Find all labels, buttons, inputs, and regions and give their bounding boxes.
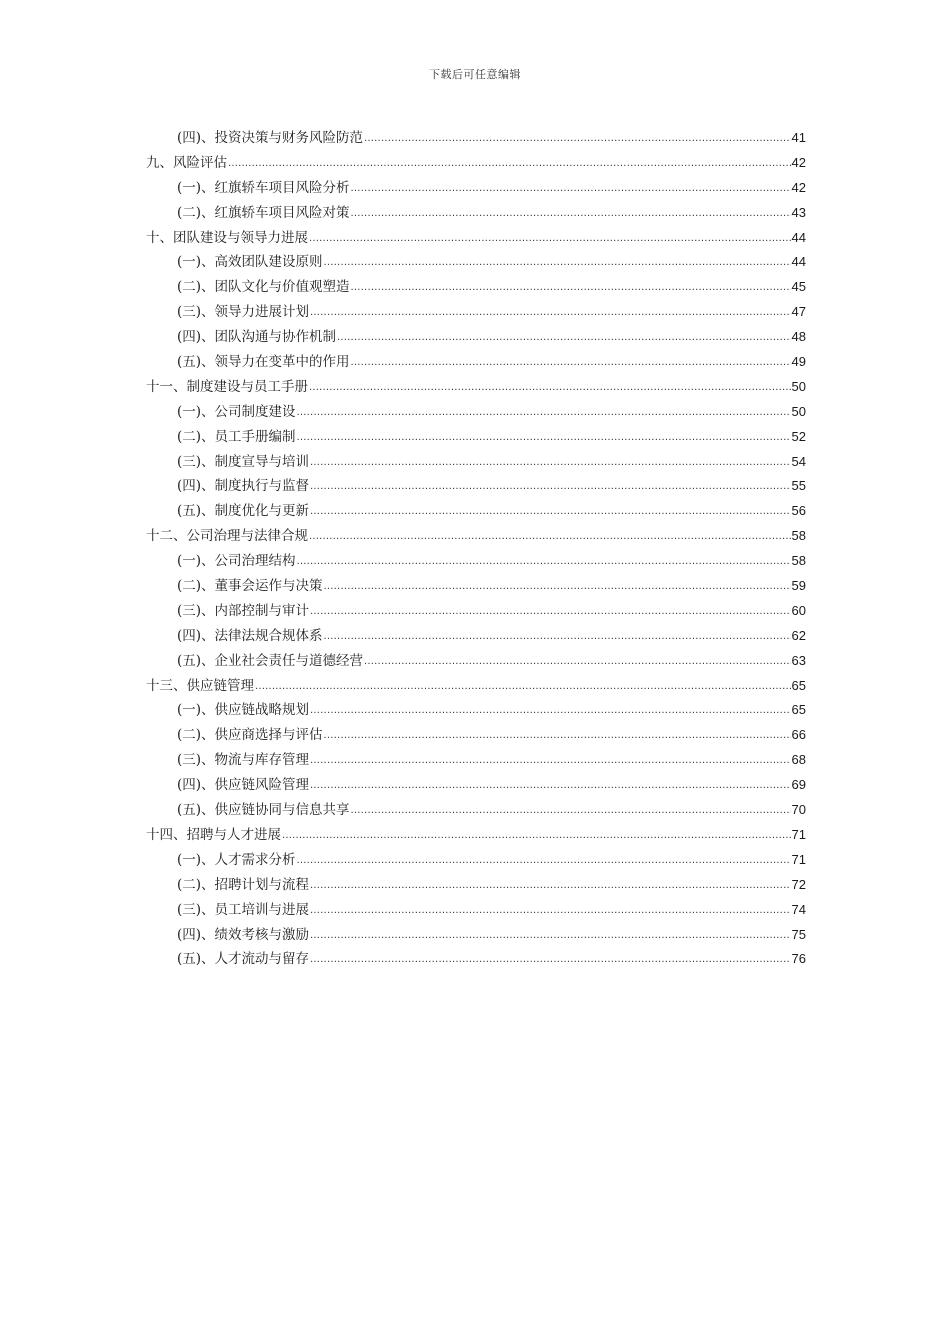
toc-dot-leader <box>351 178 791 192</box>
toc-entry-title: (五)、领导力在变革中的作用 <box>177 354 350 371</box>
toc-section-entry[interactable] <box>146 947 806 972</box>
toc-page-number: 49 <box>791 354 806 370</box>
toc-chapter-entry[interactable] <box>146 524 806 549</box>
toc-page-number: 72 <box>791 876 806 892</box>
toc-page-number: 66 <box>791 727 806 743</box>
toc-section-entry[interactable] <box>146 126 806 151</box>
toc-page-number: 69 <box>791 777 806 793</box>
toc-entry-title: (一)、高效团队建设原则 <box>177 254 323 271</box>
toc-section-entry[interactable] <box>146 300 806 325</box>
toc-page-number: 50 <box>791 378 806 394</box>
toc-page-number: 70 <box>791 802 806 818</box>
toc-entry-title: (三)、员工培训与进展 <box>177 901 310 918</box>
toc-page-number: 50 <box>791 403 806 419</box>
toc-page-number: 54 <box>791 453 806 469</box>
toc-entry-title: (四)、绩效考核与激励 <box>177 926 310 943</box>
toc-page-number: 65 <box>791 677 806 693</box>
toc-page-number: 48 <box>791 329 806 345</box>
toc-section-entry[interactable] <box>146 176 806 201</box>
toc-page-number: 52 <box>791 428 806 444</box>
toc-page-number: 44 <box>791 229 806 245</box>
toc-section-entry[interactable] <box>146 723 806 748</box>
toc-entry-title: (五)、人才流动与留存 <box>177 951 310 968</box>
toc-dot-leader <box>297 427 791 441</box>
toc-section-entry[interactable] <box>146 649 806 674</box>
toc-section-entry[interactable] <box>146 499 806 524</box>
page-header: 下载后可任意编辑 <box>429 68 521 81</box>
toc-page-number: 45 <box>791 279 806 295</box>
toc-entry-title: (二)、招聘计划与流程 <box>177 876 310 893</box>
toc-entry-title: (四)、制度执行与监督 <box>177 478 310 495</box>
toc-section-entry[interactable] <box>146 425 806 450</box>
toc-chapter-entry[interactable] <box>146 375 806 400</box>
toc-dot-leader <box>310 701 790 715</box>
toc-dot-leader <box>351 203 791 217</box>
toc-page-number: 47 <box>791 304 806 320</box>
toc-chapter-entry[interactable] <box>146 151 806 176</box>
toc-dot-leader <box>364 651 790 665</box>
toc-dot-leader <box>310 776 790 790</box>
toc-entry-title: (五)、制度优化与更新 <box>177 503 310 520</box>
toc-entry-title: (三)、内部控制与审计 <box>177 602 310 619</box>
toc-entry-title: 十、团队建设与领导力进展 <box>146 229 308 246</box>
toc-page-number: 60 <box>791 602 806 618</box>
toc-section-entry[interactable] <box>146 698 806 723</box>
toc-entry-title: 十四、招聘与人才进展 <box>146 826 281 843</box>
toc-dot-leader <box>297 850 791 864</box>
toc-page-number: 42 <box>791 179 806 195</box>
toc-page-number: 59 <box>791 578 806 594</box>
toc-chapter-entry[interactable] <box>146 226 806 251</box>
toc-section-entry[interactable] <box>146 549 806 574</box>
toc-entry-title: (一)、人才需求分析 <box>177 851 296 868</box>
toc-page-number: 58 <box>791 528 806 544</box>
toc-dot-leader <box>309 228 791 242</box>
toc-entry-title: (二)、红旗轿车项目风险对策 <box>177 204 350 221</box>
toc-entry-title: 十三、供应链管理 <box>146 677 254 694</box>
toc-page-number: 68 <box>791 752 806 768</box>
toc-entry-title: (三)、制度宣导与培训 <box>177 453 310 470</box>
toc-entry-title: (四)、投资决策与财务风险防范 <box>177 130 364 146</box>
toc-dot-leader <box>351 278 791 292</box>
toc-section-entry[interactable] <box>146 450 806 475</box>
toc-dot-leader <box>309 377 791 391</box>
toc-section-entry[interactable] <box>146 923 806 948</box>
toc-section-entry[interactable] <box>146 574 806 599</box>
toc-page-number: 42 <box>791 154 806 170</box>
toc-section-entry[interactable] <box>146 898 806 923</box>
toc-section-entry[interactable] <box>146 624 806 649</box>
toc-page-number: 55 <box>791 478 806 494</box>
table-of-contents <box>146 126 806 972</box>
toc-section-entry[interactable] <box>146 748 806 773</box>
toc-entry-title: 九、风险评估 <box>146 154 227 171</box>
toc-page-number: 43 <box>791 204 806 220</box>
toc-chapter-entry[interactable] <box>146 674 806 699</box>
toc-page-number: 71 <box>791 826 806 842</box>
toc-entry-title: (一)、供应链战略规划 <box>177 702 310 719</box>
toc-page-number: 74 <box>791 901 806 917</box>
toc-dot-leader <box>351 801 791 815</box>
toc-section-entry[interactable] <box>146 798 806 823</box>
toc-dot-leader <box>364 129 790 143</box>
toc-page-number: 63 <box>791 652 806 668</box>
toc-entry-title: (三)、物流与库存管理 <box>177 752 310 769</box>
toc-chapter-entry[interactable] <box>146 823 806 848</box>
toc-page-number: 76 <box>791 951 806 967</box>
toc-page-number: 75 <box>791 926 806 942</box>
toc-dot-leader <box>310 502 790 516</box>
toc-section-entry[interactable] <box>146 350 806 375</box>
toc-page-number: 56 <box>791 503 806 519</box>
toc-entry-title: (五)、供应链协同与信息共享 <box>177 802 350 819</box>
toc-entry-title: (四)、团队沟通与协作机制 <box>177 329 337 346</box>
toc-entry-title: (五)、企业社会责任与道德经营 <box>177 652 364 669</box>
toc-section-entry[interactable] <box>146 474 806 499</box>
toc-page-number: 41 <box>791 130 806 145</box>
toc-dot-leader <box>228 153 791 167</box>
toc-entry-title: (四)、法律法规合规体系 <box>177 627 323 644</box>
toc-dot-leader <box>324 626 791 640</box>
toc-section-entry[interactable] <box>146 773 806 798</box>
toc-dot-leader <box>310 875 790 889</box>
toc-page-number: 62 <box>791 627 806 643</box>
toc-section-entry[interactable] <box>146 250 806 275</box>
toc-dot-leader <box>337 328 790 342</box>
toc-page-number: 44 <box>791 254 806 270</box>
toc-dot-leader <box>309 527 791 541</box>
toc-dot-leader <box>351 353 791 367</box>
toc-dot-leader <box>310 303 790 317</box>
toc-page-number: 58 <box>791 553 806 569</box>
toc-dot-leader <box>310 950 790 964</box>
toc-dot-leader <box>255 676 791 690</box>
toc-entry-title: (二)、供应商选择与评估 <box>177 727 323 744</box>
toc-dot-leader <box>324 577 791 591</box>
toc-dot-leader <box>310 601 790 615</box>
toc-entry-title: (一)、红旗轿车项目风险分析 <box>177 179 350 196</box>
toc-entry-title: 十一、制度建设与员工手册 <box>146 378 308 395</box>
toc-dot-leader <box>324 726 791 740</box>
toc-entry-title: (二)、员工手册编制 <box>177 428 296 445</box>
toc-section-entry[interactable] <box>146 873 806 898</box>
toc-section-entry[interactable] <box>146 201 806 226</box>
toc-page-number: 65 <box>791 702 806 718</box>
toc-entry-title: (一)、公司制度建设 <box>177 403 296 420</box>
toc-entry-title: 十二、公司治理与法律合规 <box>146 528 308 545</box>
toc-dot-leader <box>282 825 791 839</box>
toc-dot-leader <box>310 900 790 914</box>
toc-entry-title: (一)、公司治理结构 <box>177 553 296 570</box>
toc-entry-title: (二)、董事会运作与决策 <box>177 578 323 595</box>
toc-dot-leader <box>297 552 791 566</box>
toc-section-entry[interactable] <box>146 400 806 425</box>
toc-section-entry[interactable] <box>146 325 806 350</box>
toc-dot-leader <box>310 477 790 491</box>
toc-entry-title: (四)、供应链风险管理 <box>177 777 310 794</box>
toc-section-entry[interactable] <box>146 848 806 873</box>
toc-section-entry[interactable] <box>146 599 806 624</box>
toc-dot-leader <box>297 402 791 416</box>
toc-dot-leader <box>310 925 790 939</box>
toc-dot-leader <box>310 452 790 466</box>
toc-page-number: 71 <box>791 851 806 867</box>
toc-section-entry[interactable] <box>146 275 806 300</box>
toc-entry-title: (三)、领导力进展计划 <box>177 304 310 321</box>
toc-entry-title: (二)、团队文化与价值观塑造 <box>177 279 350 296</box>
toc-dot-leader <box>310 751 790 765</box>
toc-dot-leader <box>324 253 791 267</box>
